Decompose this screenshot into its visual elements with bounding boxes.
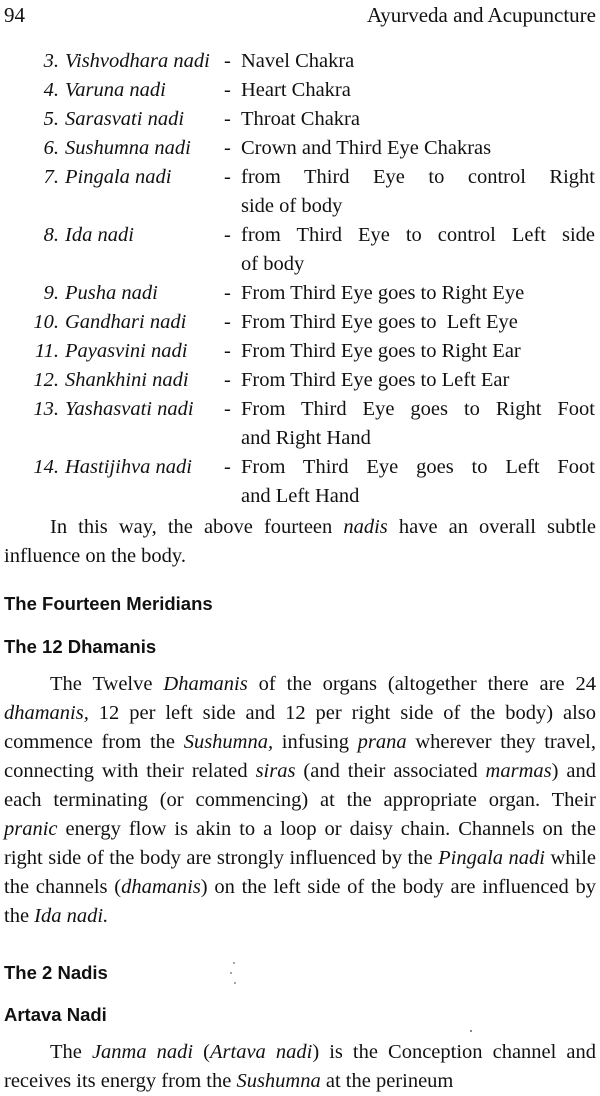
dash: -	[224, 79, 231, 101]
subsection-heading: Artava Nadi	[4, 1004, 107, 1025]
text-run: infusing	[273, 731, 358, 753]
dash: -	[224, 137, 231, 159]
nadi-name: Yashasvati nadi	[65, 398, 194, 420]
list-item	[0, 221, 600, 279]
italic-term: Ida nadi.	[34, 905, 109, 927]
dash: -	[224, 50, 231, 72]
nadi-description: Throat Chakra	[241, 108, 360, 130]
item-number: 8.	[43, 224, 59, 246]
nadi-name: Shankhini nadi	[65, 369, 189, 391]
text-run: The	[50, 1041, 92, 1063]
item-number: 13.	[33, 398, 59, 420]
list-item	[0, 76, 600, 105]
nadi-list	[0, 47, 600, 511]
description-line: From Third Eye goes to Right Foot	[241, 398, 595, 420]
description-line: from Third Eye to control Right	[241, 166, 595, 188]
nadi-description: Crown and Third Eye Chakras	[241, 137, 492, 159]
text-run: The Twelve	[50, 673, 164, 695]
italic-term: Artava nadi	[210, 1041, 313, 1063]
text-run: of the organs (altogether there are 24	[247, 673, 596, 695]
summary-paragraph	[4, 513, 596, 571]
dash: -	[224, 224, 231, 246]
italic-term: prana	[357, 731, 407, 753]
italic-term: siras	[255, 760, 296, 782]
nadi-name: Sushumna nadi	[65, 137, 191, 159]
text-run: while the channels (	[4, 847, 597, 898]
text-run: ) is the Conception channel and receives its energy from the	[4, 1041, 597, 1092]
scan-speck	[470, 1030, 472, 1032]
nadi-name: Ida nadi	[65, 224, 134, 246]
list-item	[0, 453, 600, 511]
nadi-description: From Third Eye goes to Right Ear	[241, 340, 521, 362]
nadi-description	[241, 221, 595, 279]
description-line: of body	[241, 253, 305, 275]
text-run: wherever they travel, connecting with their related	[4, 731, 597, 782]
description-line: and Left Hand	[241, 485, 360, 507]
scan-specks	[229, 960, 237, 990]
list-item	[0, 308, 600, 337]
description-line: from Third Eye to control Left side	[241, 224, 595, 246]
list-item	[0, 47, 600, 76]
italic-term: Sushumna,	[183, 731, 274, 753]
item-number: 10.	[33, 311, 59, 333]
speck	[234, 982, 236, 984]
italic-term: Janma nadi	[91, 1041, 194, 1063]
description-line: and Right Hand	[241, 427, 371, 449]
item-number: 6.	[43, 137, 59, 159]
italic-term: dhamanis	[121, 876, 201, 898]
nadi-name: Hastijihva nadi	[65, 456, 192, 478]
nadi-name: Pingala nadi	[65, 166, 172, 188]
nadi-name: Varuna nadi	[65, 79, 166, 101]
list-item	[0, 337, 600, 366]
text-run: at the perineum	[320, 1070, 454, 1092]
italic-term: Sushumna	[236, 1070, 321, 1092]
italic-term: nadis	[343, 516, 388, 538]
description-line: side of body	[241, 195, 343, 217]
artava-paragraph	[4, 1038, 596, 1096]
text-run: ) and each terminating (or commencing) at the appropriate organ. Their	[4, 760, 596, 811]
subsection-heading: The 12 Dhamanis	[4, 636, 157, 657]
dash: -	[224, 166, 231, 188]
text-run: energy flow is akin to a loop or daisy chain. Channels on the right side of the body are strongly influenced by the	[4, 818, 596, 869]
nadi-name: Vishvodhara nadi	[65, 50, 210, 72]
dash: -	[224, 340, 231, 362]
item-number: 14.	[33, 456, 59, 478]
list-item	[0, 105, 600, 134]
nadi-name: Sarasvati nadi	[65, 108, 185, 130]
list-item	[0, 134, 600, 163]
dash: -	[224, 456, 231, 478]
text-run: (and their associated	[295, 760, 486, 782]
description-line: From Third Eye goes to Left Foot	[241, 456, 595, 478]
page-number: 94	[4, 3, 25, 27]
nadi-description: From Third Eye goes to Right Eye	[241, 282, 525, 304]
italic-term: Dhamanis	[163, 673, 248, 695]
nadi-description	[241, 395, 595, 453]
running-header	[4, 0, 596, 30]
text-run: In this way, the above fourteen	[50, 516, 344, 538]
nadi-description	[241, 163, 595, 221]
italic-term: marmas	[485, 760, 552, 782]
nadi-description	[241, 453, 595, 511]
list-item	[0, 366, 600, 395]
item-number: 5.	[43, 108, 59, 130]
text-run: 12 per left side and 12 per right side of the body) also commence from the	[4, 702, 596, 753]
item-number: 3.	[43, 50, 59, 72]
section-heading: The Fourteen Meridians	[4, 593, 213, 614]
italic-term: Pingala nadi	[438, 847, 545, 869]
dash: -	[224, 311, 231, 333]
italic-term: dhamanis,	[4, 702, 89, 724]
item-number: 7.	[43, 166, 59, 188]
nadi-name: Payasvini nadi	[65, 340, 188, 362]
item-number: 9.	[43, 282, 59, 304]
nadi-name: Gandhari nadi	[65, 311, 187, 333]
italic-term: pranic	[4, 818, 58, 840]
item-number: 12.	[33, 369, 59, 391]
dash: -	[224, 108, 231, 130]
dhamanis-paragraph	[4, 670, 596, 931]
item-number: 11.	[34, 340, 59, 362]
nadi-description: From Third Eye goes to Left Eye	[241, 311, 518, 333]
nadi-name: Pusha nadi	[65, 282, 158, 304]
dash: -	[224, 398, 231, 420]
text-run: (	[193, 1041, 210, 1063]
speck	[230, 972, 232, 974]
speck	[233, 962, 235, 964]
section-heading: The 2 Nadis	[4, 962, 108, 983]
text-run: have an overall subtle influence on the body.	[4, 516, 597, 567]
nadi-description: Navel Chakra	[241, 50, 355, 72]
list-item	[0, 163, 600, 221]
text-run: ) on the left side of the body are influenced by the	[4, 876, 596, 927]
nadi-description: Heart Chakra	[241, 79, 351, 101]
running-title: Ayurveda and Acupuncture	[367, 3, 596, 27]
dash: -	[224, 369, 231, 391]
nadi-description: From Third Eye goes to Left Ear	[241, 369, 510, 391]
dash: -	[224, 282, 231, 304]
list-item	[0, 279, 600, 308]
list-item	[0, 395, 600, 453]
item-number: 4.	[43, 79, 59, 101]
